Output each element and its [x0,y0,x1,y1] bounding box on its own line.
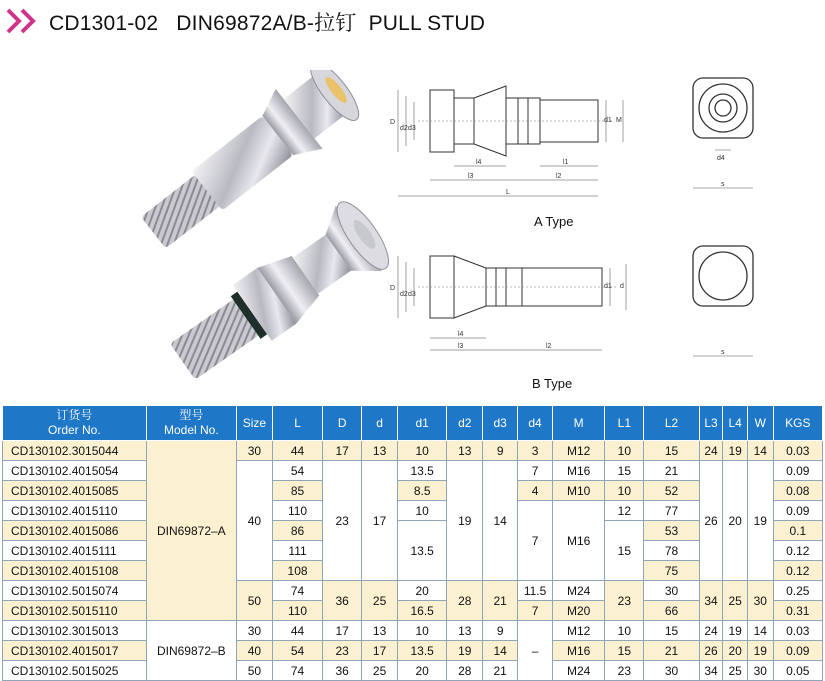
L2-cell: 53 [644,521,699,541]
dim-label: l4 [458,331,464,338]
d-cell: 25 [362,581,398,621]
model-cell: DIN69872–A [146,441,236,621]
page-header [0,0,825,40]
d3-cell: 9 [483,621,518,641]
D-cell: 17 [323,621,362,641]
d2-cell: 28 [447,661,483,681]
D-cell: 36 [323,581,362,621]
kgs-cell: 0.03 [773,621,822,641]
L2-cell: 77 [644,501,699,521]
d1-cell: 20 [398,661,447,681]
D-cell: 17 [323,441,362,461]
M-cell: M12 [553,621,605,641]
W-cell: 30 [747,661,773,681]
dim-label: d [620,283,624,290]
order-no: CD130102.4015110 [3,501,147,521]
L-cell: 86 [272,521,322,541]
W-cell: 14 [747,621,773,641]
M-cell: M12 [553,441,605,461]
d-cell: 13 [362,621,398,641]
d3-cell: 14 [483,461,518,581]
dim-label: D [390,285,396,292]
table-row [3,661,823,681]
d3-cell: 21 [483,581,518,621]
d-cell: 25 [362,661,398,681]
d-cell: 13 [362,441,398,461]
L3-cell: 34 [699,661,723,681]
size-cell: 50 [236,661,272,681]
col-header-M: M [553,406,605,441]
L2-cell: 75 [644,561,699,581]
d2-cell: 13 [447,441,483,461]
dim-label: d1 [604,283,612,290]
col-header-L4: L4 [723,406,748,441]
L4-cell: 25 [723,661,748,681]
order-no: CD130102.3015013 [3,621,147,641]
L4-cell: 20 [723,461,748,581]
L3-cell: 24 [699,441,723,461]
size-cell: 30 [236,621,272,641]
col-header-L2: L2 [644,406,699,441]
col-header-order: 订货号 Order No. [3,406,147,441]
table-row [3,641,823,661]
M-cell: M24 [553,581,605,601]
a-type-drawing [378,68,648,218]
page-title: CD1301-02 DIN69872A/B-拉钉 PULL STUD [49,12,486,35]
figure-area [0,40,825,405]
kgs-cell: 0.1 [773,521,822,541]
dim-label: l2 [556,173,562,180]
a-type-end-view [685,70,765,200]
d1-cell: 13.5 [398,641,447,661]
M-cell: M16 [553,461,605,481]
b-type-drawing [378,238,648,368]
order-no: CD130102.4015085 [3,481,147,501]
L-cell: 54 [272,641,322,661]
size-cell: 40 [236,641,272,661]
d2-cell: 19 [447,461,483,581]
dim-label: d4 [717,155,725,162]
d4-cell: 4 [518,481,553,501]
kgs-cell: 0.09 [773,461,822,481]
col-header-W: W [747,406,773,441]
table-row [3,441,823,461]
b-type-label: B Type [532,376,573,391]
W-cell: 14 [747,441,773,461]
L4-cell: 19 [723,441,748,461]
dim-label: l3 [458,343,464,350]
kgs-cell: 0.12 [773,541,822,561]
size-cell: 50 [236,581,272,621]
d2-cell: 13 [447,621,483,641]
L2-cell: 30 [644,581,699,601]
col-header-L1: L1 [605,406,644,441]
model-cell: DIN69872–B [146,621,236,681]
col-header-D: D [323,406,362,441]
L3-cell: 26 [699,641,723,661]
L2-cell: 21 [644,461,699,481]
col-header-d4: d4 [518,406,553,441]
L-cell: 85 [272,481,322,501]
d1-cell: 10 [398,501,447,521]
d3-cell: 21 [483,661,518,681]
dim-label: D [390,119,396,126]
L1-cell: 10 [605,481,644,501]
d1-cell: 13.5 [398,461,447,481]
d1-cell: 10 [398,441,447,461]
L4-cell: 25 [723,581,748,621]
d-cell: 17 [362,461,398,581]
spec-table [2,405,823,681]
size-cell: 40 [236,461,272,581]
dim-label: d3 [408,125,416,132]
table-header-row [3,406,823,441]
L2-cell: 78 [644,541,699,561]
D-cell: 23 [323,641,362,661]
order-no: CD130102.4015017 [3,641,147,661]
L2-cell: 66 [644,601,699,621]
L1-cell: 10 [605,621,644,641]
col-header-model: 型号 Model No. [146,406,236,441]
a-type-label: A Type [534,214,574,229]
kgs-cell: 0.08 [773,481,822,501]
d1-cell: 10 [398,621,447,641]
d1-cell: 20 [398,581,447,601]
dim-label: l2 [546,343,552,350]
L1-cell: 15 [605,641,644,661]
M-cell: M20 [553,601,605,621]
col-header-size: Size [236,406,272,441]
L-cell: 111 [272,541,322,561]
col-header-KGS: KGS [773,406,822,441]
order-no: CD130102.3015044 [3,441,147,461]
dim-label: d2 [400,291,408,298]
d1-cell: 13.5 [398,521,447,581]
L1-cell: 23 [605,581,644,621]
d1-cell: 8.5 [398,481,447,501]
L4-cell: 20 [723,641,748,661]
L-cell: 54 [272,461,322,481]
order-no: CD130102.5015025 [3,661,147,681]
d3-cell: 9 [483,441,518,461]
M-cell: M16 [553,501,605,581]
d2-cell: 28 [447,581,483,621]
L1-cell: 10 [605,441,644,461]
L-cell: 110 [272,601,322,621]
kgs-cell: 0.09 [773,501,822,521]
dim-label: l1 [563,159,569,166]
order-no: CD130102.4015054 [3,461,147,481]
d4-cell: – [518,621,553,681]
dim-label: d3 [408,291,416,298]
col-header-L3: L3 [699,406,723,441]
L2-cell: 52 [644,481,699,501]
dim-label: L [506,189,510,196]
kgs-cell: 0.03 [773,441,822,461]
D-cell: 23 [323,461,362,581]
col-header-d1: d1 [398,406,447,441]
kgs-cell: 0.31 [773,601,822,621]
d-cell: 17 [362,641,398,661]
table-row [3,621,823,641]
L-cell: 74 [272,581,322,601]
order-no: CD130102.5015110 [3,601,147,621]
dim-label: s [721,349,725,356]
L1-cell: 23 [605,661,644,681]
L3-cell: 26 [699,461,723,581]
d4-cell: 7 [518,501,553,581]
L2-cell: 15 [644,621,699,641]
kgs-cell: 0.09 [773,641,822,661]
table-row [3,461,823,481]
order-no: CD130102.4015111 [3,541,147,561]
kgs-cell: 0.12 [773,561,822,581]
L1-cell: 15 [605,521,644,581]
W-cell: 19 [747,461,773,581]
col-header-d2: d2 [447,406,483,441]
dim-label: d2 [400,125,408,132]
col-header-L: L [272,406,322,441]
order-no: CD130102.4015086 [3,521,147,541]
b-type-end-view [685,238,765,368]
kgs-cell: 0.25 [773,581,822,601]
L3-cell: 34 [699,581,723,621]
D-cell: 36 [323,661,362,681]
L2-cell: 15 [644,441,699,461]
dim-label: s [721,181,725,188]
L2-cell: 21 [644,641,699,661]
d4-cell: 11.5 [518,581,553,601]
d3-cell: 14 [483,641,518,661]
d1-cell: 16.5 [398,601,447,621]
L4-cell: 19 [723,621,748,641]
pull-stud-photo [60,70,430,390]
dim-label: d1 [604,117,612,124]
order-no: CD130102.4015108 [3,561,147,581]
col-header-d: d [362,406,398,441]
M-cell: M24 [553,661,605,681]
dim-label: M [616,117,622,124]
double-chevron-icon [4,8,44,34]
L3-cell: 24 [699,621,723,641]
L-cell: 74 [272,661,322,681]
W-cell: 19 [747,641,773,661]
col-header-d3: d3 [483,406,518,441]
L-cell: 110 [272,501,322,521]
L2-cell: 30 [644,661,699,681]
L1-cell: 15 [605,461,644,481]
L1-cell: 12 [605,501,644,521]
L-cell: 44 [272,621,322,641]
d2-cell: 19 [447,641,483,661]
M-cell: M10 [553,481,605,501]
dim-label: l4 [476,159,482,166]
L-cell: 44 [272,441,322,461]
W-cell: 30 [747,581,773,621]
order-no: CD130102.5015074 [3,581,147,601]
d4-cell: 7 [518,601,553,621]
L-cell: 108 [272,561,322,581]
d4-cell: 7 [518,461,553,481]
M-cell: M16 [553,641,605,661]
dim-label: l3 [468,173,474,180]
d4-cell: 3 [518,441,553,461]
kgs-cell: 0.05 [773,661,822,681]
table-row [3,581,823,601]
size-cell: 30 [236,441,272,461]
